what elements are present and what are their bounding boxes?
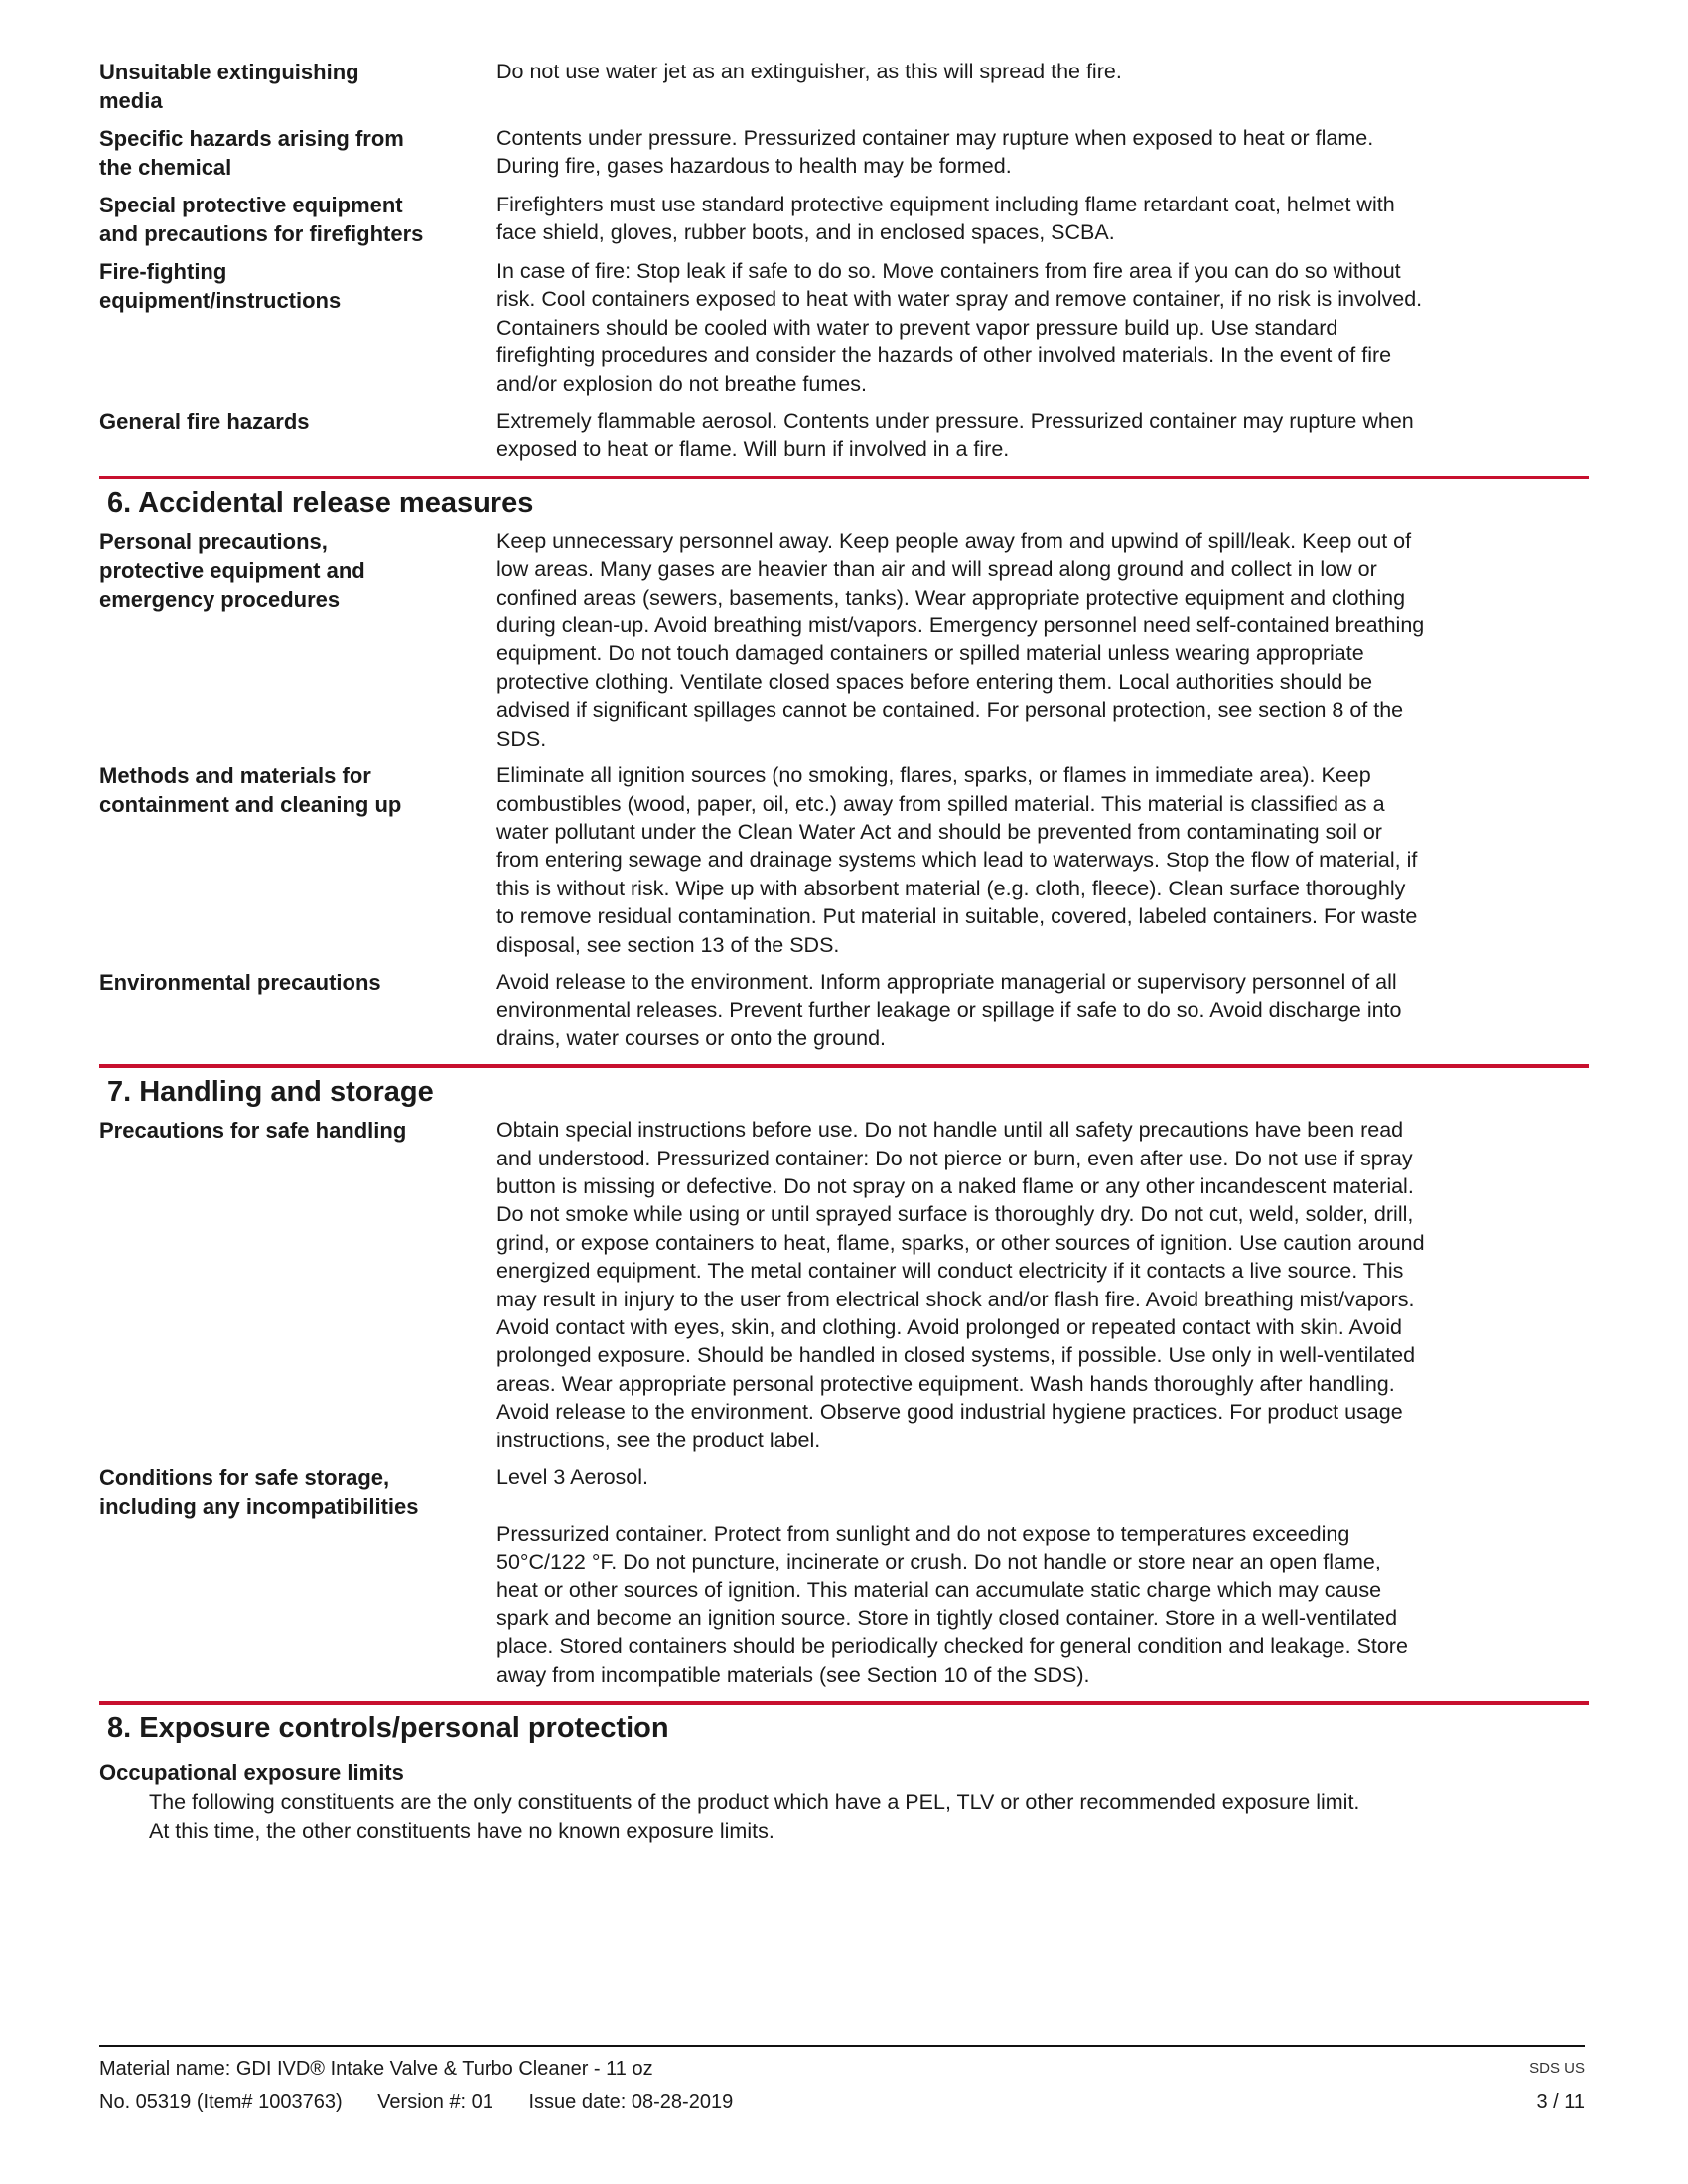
field-value: Level 3 Aerosol. Pressurized container. Protect from sunlight and do not expose to temperatures exceeding 50°C/122 °F. Do not puncture, incinerate or crush. Do not handle or store near an open flame, heat or other sources of ignition. This material can accumulate static charge which may cause spark and become an ignition source. Store in tightly closed container. Store in a well-ventilated place. Stored containers should be periodically checked for general condition and leakage. Store away from incompatible materials (see Section 10 of the SDS). <box>496 1465 1408 1687</box>
document-meta <box>99 2083 763 2120</box>
field-row <box>99 407 1589 473</box>
field-row <box>99 124 1589 191</box>
field-label: Personal precautions, protective equipment and emergency procedures <box>99 528 365 612</box>
section-5-rows <box>99 58 1589 473</box>
field-row <box>99 58 1589 124</box>
field-label: Methods and materials for containment and cleaning up <box>99 763 402 818</box>
field-value: Firefighters must use standard protective equipment including flame retardant coat, helmet with face shield, gloves, rubber boots, and in enclosed spaces, SCBA. <box>496 193 1395 245</box>
field-label: Environmental precautions <box>99 969 381 995</box>
field-value: In case of fire: Stop leak if safe to do so. Move containers from fire area if you can do so without risk. Cool containers exposed to heat with water spray and remove container, if no risk is involved. Containers should be cooled with water to prevent vapor pressure build up. Use standard firefighting procedures and consider the hazards of other involved materials. In the event of fire and/or explosion do not breathe fumes. <box>496 259 1423 396</box>
field-row <box>99 761 1589 968</box>
field-row <box>99 968 1589 1061</box>
occupational-exposure-heading: Occupational exposure limits <box>99 1760 404 1786</box>
field-value: Eliminate all ignition sources (no smoking, flares, sparks, or flames in immediate area). Keep combustibles (wood, paper, oil, etc.) away from spilled material. This material is classified as a water pollutant under the Clean Water Act and should be prevented from contaminating soil or from entering sewage and drainage systems which lead to waterways. Stop the flow of material, if this is without risk. Wipe up with absorbent material (e.g. cloth, fleece). Clean surface thoroughly to remove residual contamination. Put material in suitable, covered, labeled containers. For waste disposal, see section 13 of the SDS. <box>496 763 1418 957</box>
field-value: Keep unnecessary personnel away. Keep people away from and upwind of spill/leak. Keep out of low areas. Many gases are heavier than air and will spread along ground and collect in low or confined areas (sewers, basements, tanks). Wear appropriate protective equipment and clothing during clean-up. Avoid breathing mist/vapors. Emergency personnel need self-contained breathing equipment. Do not touch damaged containers or spilled material unless wearing appropriate protective clothing. Ventilate closed spaces before entering them. Local authorities should be advised if significant spillages cannot be contained. For personal protection, see section 8 of the SDS. <box>496 528 1425 751</box>
section-7-title: 7. Handling and storage <box>107 1076 434 1109</box>
sds-page-content <box>99 58 1589 1844</box>
field-row <box>99 257 1589 407</box>
field-row <box>99 191 1589 257</box>
field-label: Conditions for safe storage, including any incompatibilities <box>99 1465 419 1520</box>
field-label: Fire-fighting equipment/instructions <box>99 259 342 313</box>
document-number: No. 05319 (Item# 1003763) <box>99 2091 343 2113</box>
occupational-exposure-text: The following constituents are the only constituents of the product which have a PEL, TLV or other recommended exposure limit. At this time, the other constituents have no known exposure limits. <box>149 1790 1360 1843</box>
doc-type: SDS US <box>1529 2060 1585 2077</box>
field-label: Precautions for safe handling <box>99 1118 407 1144</box>
section-8-title: 8. Exposure controls/personal protection <box>107 1712 669 1745</box>
field-row <box>99 1463 1589 1698</box>
page-number: 3 / 11 <box>1536 2091 1585 2113</box>
page-footer <box>99 2045 1585 2120</box>
field-value: Extremely flammable aerosol. Contents under pressure. Pressurized container may rupture when exposed to heat or flame. Will burn if involved in a fire. <box>496 409 1414 462</box>
field-value: Avoid release to the environment. Inform appropriate managerial or supervisory personnel of all environmental releases. Prevent further leakage or spillage if safe to do so. Avoid discharge into drains, water courses or onto the ground. <box>496 969 1402 1050</box>
field-label: Special protective equipment and precautions for firefighters <box>99 193 424 246</box>
field-value: Obtain special instructions before use. Do not handle until all safety precautions have been read and understood. Pressurized container: Do not pierce or burn, even after use. Do not use if spray button is missing or defective. Do not spray on a naked flame or any other incandescent material. Do not smoke while using or until sprayed surface is thoroughly dry. Do not cut, weld, solder, drill, grind, or expose containers to heat, flame, sparks, or other sources of ignition. Use caution around energized equipment. The metal container will conduct electricity if it contacts a live source. This may result in injury to the user from electrical shock and/or flash fire. Avoid breathing mist/vapors. Avoid contact with eyes, skin, and clothing. Avoid prolonged or repeated contact with skin. Avoid prolonged exposure. Should be handled in closed systems, if possible. Use only in well-ventilated areas. Wear appropriate personal protective equipment. Wash hands thoroughly after handling. Avoid release to the environment. Observe good industrial hygiene practices. For product usage instructions, see the product label. <box>496 1118 1425 1452</box>
section-6-title: 6. Accidental release measures <box>107 486 534 519</box>
field-value: Do not use water jet as an extinguisher, as this will spread the fire. <box>496 60 1122 83</box>
field-label: General fire hazards <box>99 409 310 435</box>
field-label: Unsuitable extinguishing media <box>99 60 359 113</box>
field-label: Specific hazards arising from the chemical <box>99 126 404 180</box>
material-name: Material name: GDI IVD® Intake Valve & Turbo Cleaner - 11 oz <box>99 2058 653 2080</box>
version-number: Version #: 01 <box>377 2091 493 2113</box>
field-value: Contents under pressure. Pressurized container may rupture when exposed to heat or flame. During fire, gases hazardous to health may be formed. <box>496 126 1374 179</box>
field-row <box>99 1116 1589 1463</box>
field-row <box>99 527 1589 761</box>
issue-date: Issue date: 08-28-2019 <box>528 2091 734 2113</box>
